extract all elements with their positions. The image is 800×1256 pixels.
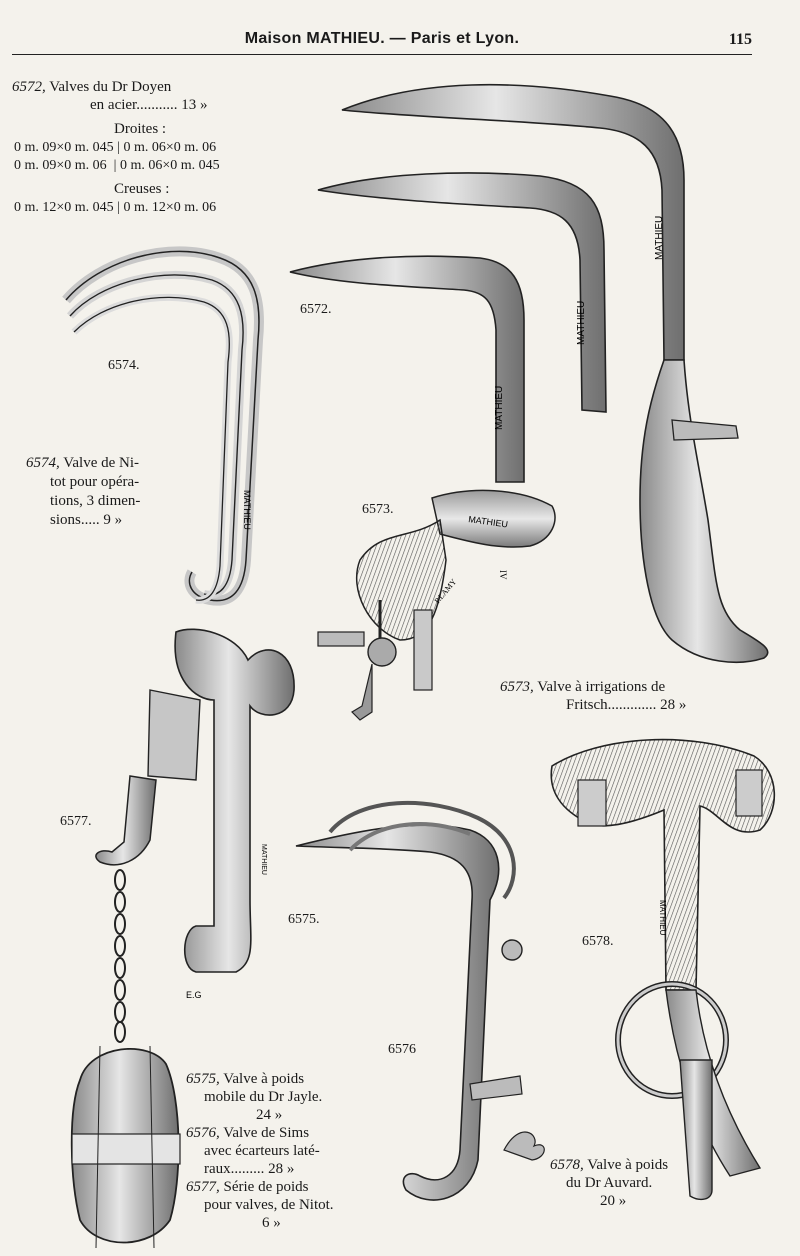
entry-6572-title: Valves du Dr Doyen (49, 79, 172, 95)
entry-6574-price: sions..... 9 » (50, 512, 123, 528)
entry-6574-line1 (26, 454, 139, 473)
figure-label-6577: 6577. (60, 814, 92, 829)
entry-6572-creuses-label: Creuses : (114, 181, 170, 197)
entry-6578-line2: du Dr Auvard. (566, 1175, 653, 1191)
figure-label-6578: 6578. (582, 934, 614, 949)
figure-label-6575: 6575. (288, 912, 320, 927)
entry-6577-line1 (186, 1178, 308, 1197)
entry-6576-number: 6576, (186, 1125, 220, 1141)
page-number: 115 (728, 31, 752, 48)
entry-6577-number: 6577, (186, 1179, 220, 1195)
entry-6574-title: Valve de Ni- (63, 455, 140, 471)
entry-6575-number: 6575, (186, 1071, 220, 1087)
figure-label-6576: 6576 (388, 1042, 416, 1057)
entry-6572-line1 (12, 78, 171, 97)
page-title: Maison MATHIEU. — Paris et Lyon. (244, 30, 520, 47)
figure-label-6574: 6574. (108, 358, 140, 373)
valve-6572-medium (318, 173, 606, 412)
entry-6572-number: 6572, (12, 79, 46, 95)
entry-6578-number: 6578, (550, 1157, 584, 1173)
valve-6578-auvard (551, 740, 774, 1200)
valve-6572-small (290, 256, 524, 482)
engraving-mathieu-3: MATHIEU (494, 385, 505, 430)
entry-6576-price: raux......... 28 » (204, 1161, 295, 1177)
entry-6578-price: 20 » (600, 1193, 627, 1209)
entry-6574-line2: tot pour opéra- (50, 474, 140, 490)
entry-6572-droites-row2: 0 m. 09×0 m. 06 | 0 m. 06×0 m. 045 (14, 158, 220, 173)
entry-6573-line1 (500, 678, 665, 697)
valve-6574-nitot (66, 251, 259, 600)
entry-6575-line2: mobile du Dr Jayle. (204, 1089, 323, 1105)
engraved-numeral: IV (498, 570, 508, 580)
entry-6578-title: Valve à poids (587, 1157, 669, 1173)
engraving-mathieu-2: MATHIEU (576, 300, 587, 345)
engraving-mathieu-5: MATHIEU (467, 514, 509, 530)
entry-6574-line3: tions, 3 dimen- (50, 493, 141, 509)
entry-6578-line1 (550, 1156, 668, 1175)
entry-6577-title: Série de poids (223, 1179, 309, 1195)
engraver-signature: E.G (186, 990, 202, 1000)
entry-6575-title: Valve à poids (223, 1071, 305, 1087)
entry-6572-droites-label: Droites : (114, 121, 167, 137)
entry-6575-price: 24 » (256, 1107, 283, 1123)
valve-6576-sims (296, 803, 544, 1200)
entry-6574-number: 6574, (26, 455, 60, 471)
entry-6576-line1 (186, 1124, 309, 1143)
entry-6576-line2: avec écarteurs laté- (204, 1143, 320, 1159)
figure-label-6572: 6572. (300, 302, 332, 317)
engraving-mathieu-1: MATHIEU (654, 215, 665, 260)
entry-6575-line1 (186, 1070, 304, 1089)
engraving-mathieu-4: MATHIEU (242, 490, 252, 530)
entry-6577-price: 6 » (262, 1215, 281, 1231)
entry-6572-droites-row1: 0 m. 09×0 m. 045 | 0 m. 06×0 m. 06 (14, 140, 217, 155)
engraver-signature-lamy: P.LAMY (432, 577, 459, 606)
entry-6576-title: Valve de Sims (223, 1125, 310, 1141)
figure-label-6573: 6573. (362, 502, 394, 517)
engraving-mathieu-6: MATHIEU (260, 844, 267, 875)
entry-6577-line2: pour valves, de Nitot. (204, 1197, 334, 1213)
entry-6573-title: Valve à irrigations de (537, 679, 666, 695)
weights-6577-nitot (72, 776, 180, 1248)
engraving-mathieu-7: MATHIEU (658, 900, 667, 936)
entry-6572-price: en acier........... 13 » (90, 97, 208, 113)
entry-6573-number: 6573, (500, 679, 534, 695)
valve-6575-jayle (148, 629, 294, 972)
entry-6572-creuses-row: 0 m. 12×0 m. 045 | 0 m. 12×0 m. 06 (14, 200, 217, 215)
entry-6573-price: Fritsch............. 28 » (566, 697, 687, 713)
